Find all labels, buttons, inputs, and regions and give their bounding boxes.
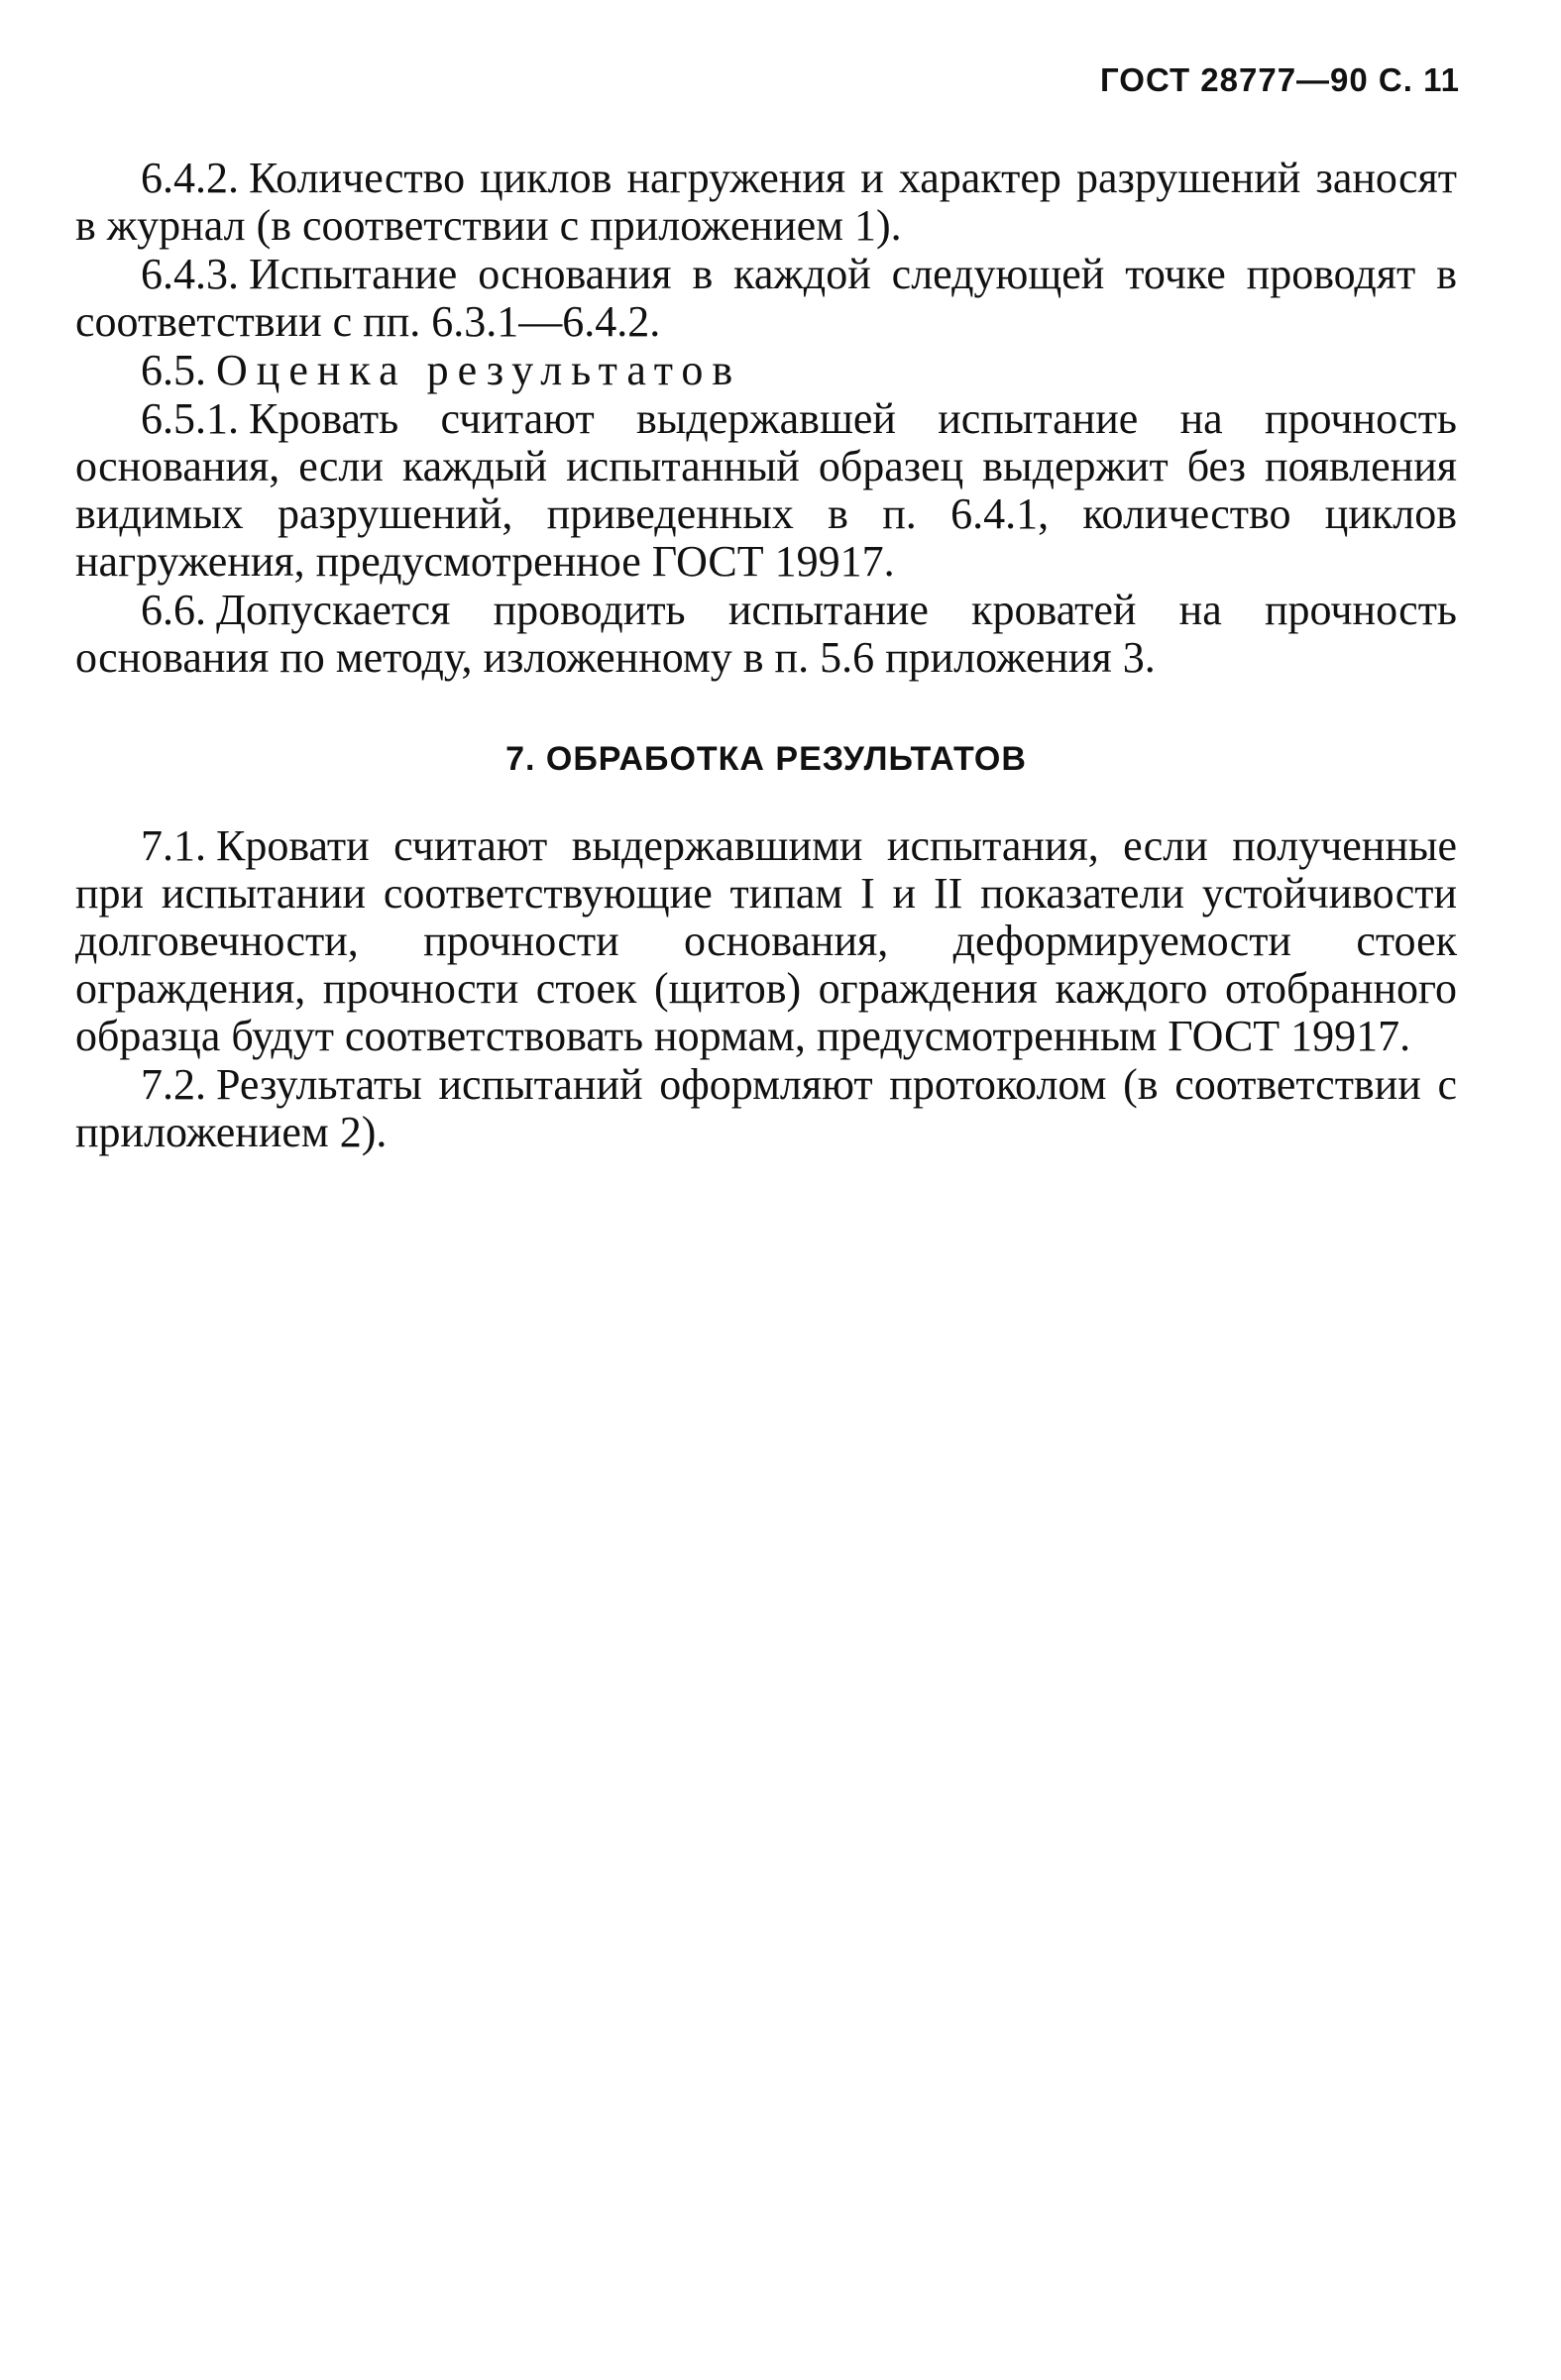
subheading-6-5: [75, 347, 1457, 394]
paragraph-number: 7.1.: [141, 821, 206, 870]
paragraph-6-5-1: [75, 395, 1457, 586]
paragraph-number: 6.4.2.: [141, 154, 239, 202]
paragraph-7-2: [75, 1061, 1457, 1156]
paragraph-text: Количество циклов нагружения и характер разрушений заносят в журнал (в соответствии с приложением 1).: [75, 154, 1457, 250]
paragraph-text: Допускается проводить испытание кроватей на прочность основания по методу, изложенному в п. 5.6 приложения 3.: [75, 586, 1457, 682]
paragraph-6-4-3: [75, 251, 1457, 346]
paragraph-6-6: [75, 587, 1457, 682]
paragraph-number: 7.2.: [141, 1060, 206, 1109]
paragraph-number: 6.6.: [141, 586, 206, 634]
subheading-text: Оценка результатов: [216, 346, 742, 394]
paragraph-text: Кровати считают выдержавшими испытания, если полученные при испытании соответствующие типам I и II показатели устойчивости долговечности, прочности основания, деформируемости стоек ограждения, прочности стоек (щитов) ограждения каждого отобранного образца будут соответствовать нормам, предусмотренным ГОСТ 19917.: [75, 821, 1457, 1060]
section-7-block: [75, 822, 1457, 1156]
paragraph-7-1: [75, 822, 1457, 1060]
body-text: [75, 155, 1457, 1157]
paragraph-text: Испытание основания в каждой следующей точке проводят в соответствии с пп. 6.3.1—6.4.2.: [75, 250, 1457, 346]
paragraph-number: 6.5.: [141, 346, 206, 394]
paragraph-6-4-2: [75, 155, 1457, 250]
section-heading: 7. ОБРАБОТКА РЕЗУЛЬТАТОВ: [505, 740, 1027, 778]
paragraph-number: 6.5.1.: [141, 394, 239, 443]
paragraph-number: 6.4.3.: [141, 250, 239, 298]
paragraph-text: Результаты испытаний оформляют протоколом (в соответствии с приложением 2).: [75, 1060, 1457, 1156]
paragraph-text: Кровать считают выдержавшей испытание на прочность основания, если каждый испытанный образец выдержит без появления видимых разрушений, приведенных в п. 6.4.1, количество циклов нагружения, предусмотренное ГОСТ 19917.: [75, 394, 1457, 586]
running-header: ГОСТ 28777—90 С. 11: [1100, 61, 1460, 98]
